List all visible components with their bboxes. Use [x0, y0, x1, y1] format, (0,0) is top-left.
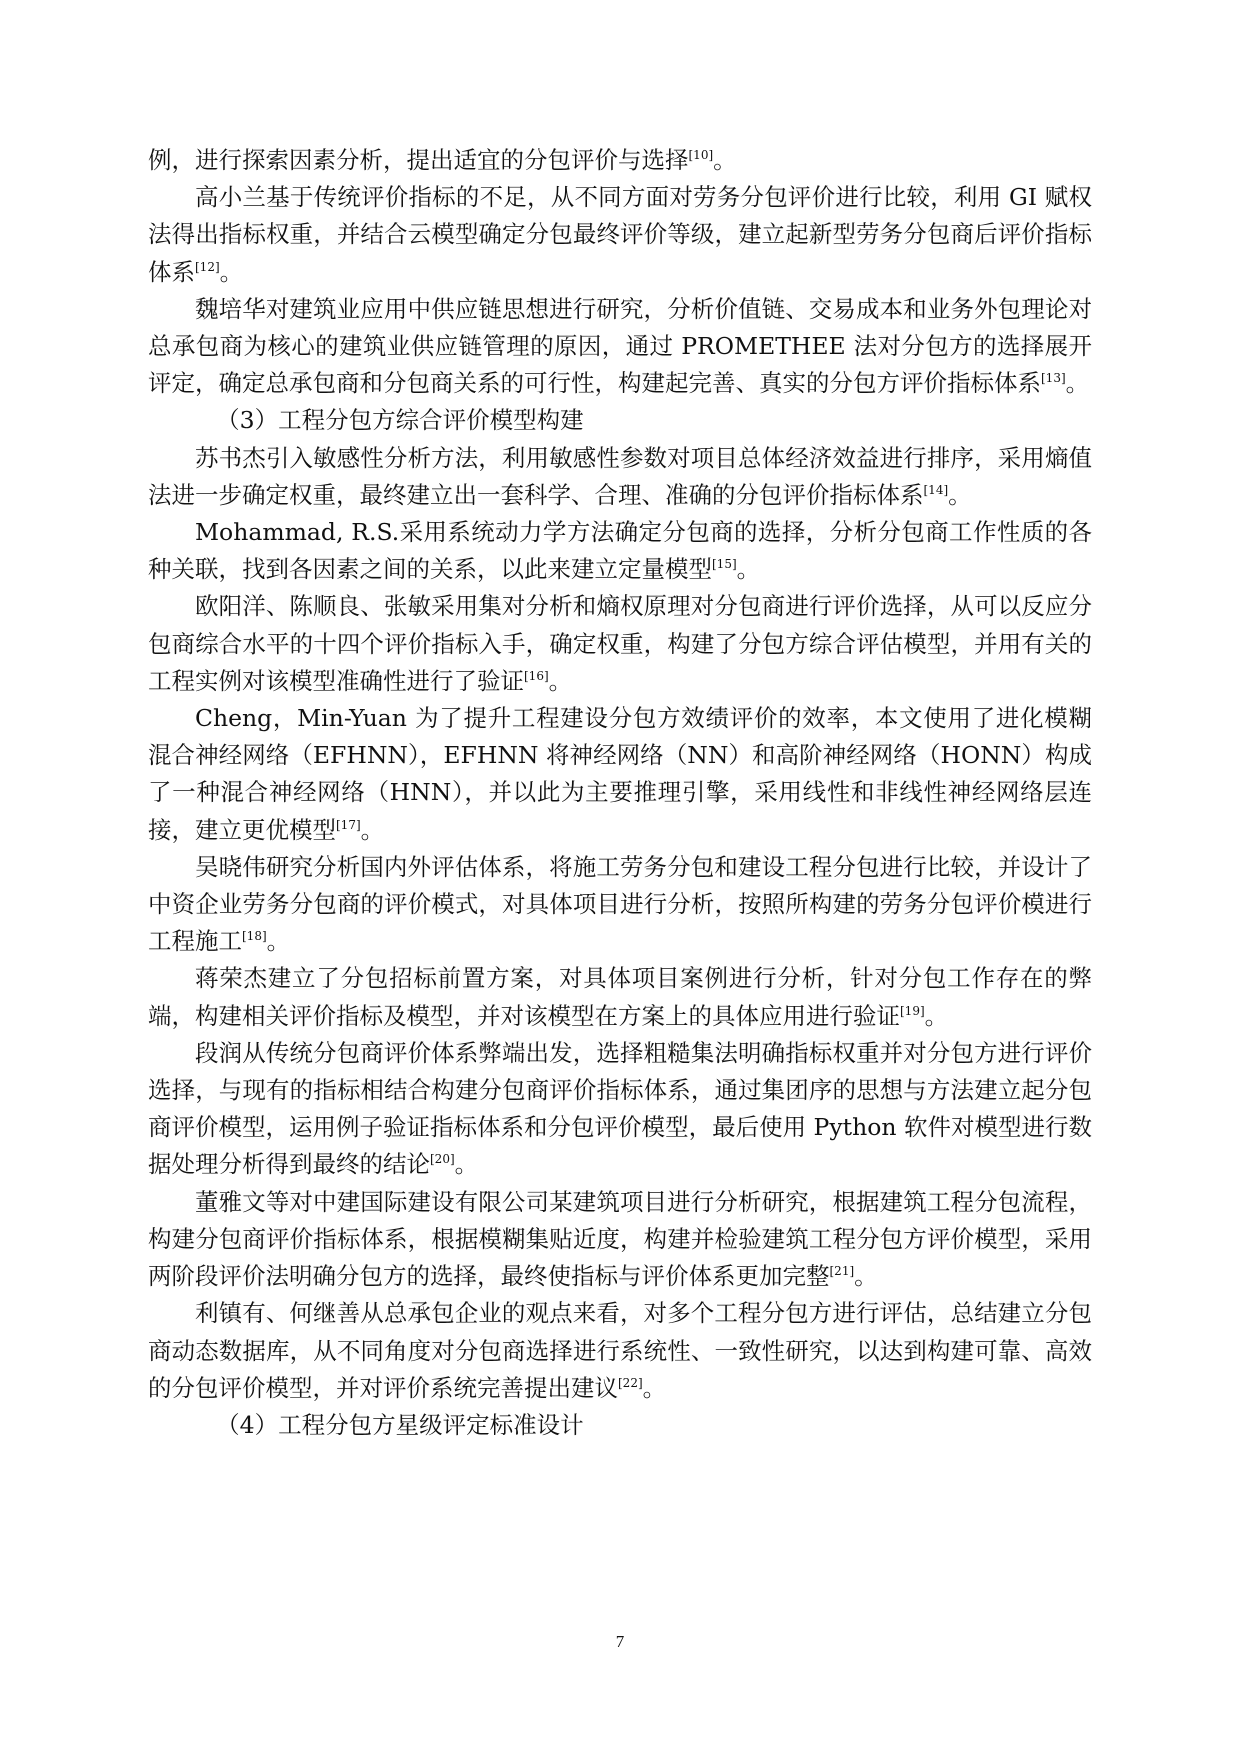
paragraph-tail: 。 [454, 1150, 479, 1179]
citation-ref: [13] [1041, 371, 1066, 386]
paragraph-tail: 。 [1065, 369, 1090, 398]
citation-ref: [22] [618, 1375, 643, 1390]
citation-ref: [15] [712, 557, 737, 572]
paragraph-wei-peihua [148, 291, 1092, 403]
citation-ref: [19] [900, 1003, 925, 1018]
paragraph-text: 利镇有、何继善从总承包企业的观点来看，对多个工程分包方进行评估，总结建立分包商动态数据库，从不同角度对分包商选择进行系统性、一致性研究，以达到构建可靠、高效的分包评价模型，并对评价系统完善提出建议 [148, 1299, 1092, 1402]
paragraph-text: 段润从传统分包商评价体系弊端出发，选择粗糙集法明确指标权重并对分包方进行评价选择，与现有的指标相结合构建分包商评价指标体系，通过集团序的思想与方法建立起分包商评价模型，运用例子验证指标体系和分包评价模型，最后使用 Python 软件对模型进行数据处理分析得到最终的结论 [148, 1038, 1092, 1179]
paragraph-jiang-rongjie [148, 960, 1092, 1034]
heading-text: （4）工程分包方星级评定标准设计 [216, 1410, 584, 1439]
paragraph-cheng-min-yuan [148, 700, 1092, 849]
paragraph-su-shujie [148, 440, 1092, 514]
paragraph-tail: 。 [713, 146, 737, 174]
paragraph-text: 高小兰基于传统评价指标的不足，从不同方面对劳务分包评价进行比较，利用 GI 赋权法得出指标权重，并结合云模型确定分包最终评价等级，建立起新型劳务分包商后评价指标体系 [148, 183, 1092, 286]
paragraph-gao-xiaolan [148, 179, 1092, 291]
paragraph-tail: 。 [948, 480, 972, 509]
heading-text: （3）工程分包方综合评价模型构建 [216, 406, 584, 435]
paragraph-text: 欧阳洋、陈顺良、张敏采用集对分析和熵权原理对分包商进行评价选择，从可以反应分包商综合水平的十四个评价指标入手，确定权重，构建了分包方综合评估模型，并用有关的工程实例对该模型准确性进行了验证 [148, 592, 1092, 695]
paragraph-continuation [148, 142, 1092, 179]
paragraph-text: 蒋荣杰建立了分包招标前置方案，对具体项目案例进行分析，针对分包工作存在的弊端，构建相关评价指标及模型，并对该模型在方案上的具体应用进行验证 [148, 964, 1092, 1030]
citation-ref: [12] [195, 259, 220, 274]
paragraph-text: Cheng，Min-Yuan 为了提升工程建设分包方效绩评价的效率，本文使用了进化模糊混合神经网络（EFHNN），EFHNN 将神经网络（NN）和高阶神经网络（HONN）构成了一种混合神经网络（HNN），并以此为主要推理引擎，采用线性和非线性神经网络层连接，建立更优模型 [148, 704, 1092, 844]
paragraph-tail: 。 [266, 927, 291, 956]
paragraph-tail: 。 [548, 666, 573, 695]
paragraph-ouyang-yang [148, 588, 1092, 700]
page-number: 7 [615, 1632, 625, 1651]
paragraph-text: 例，进行探索因素分析，提出适宜的分包评价与选择 [148, 146, 689, 174]
paragraph-text: 苏书杰引入敏感性分析方法，利用敏感性参数对项目总体经济效益进行排序，采用熵值法进一步确定权重，最终建立出一套科学、合理、准确的分包评价指标体系 [148, 443, 1092, 509]
citation-ref: [14] [923, 483, 949, 497]
paragraph-tail: 。 [924, 1001, 949, 1030]
citation-ref: [18] [242, 929, 267, 944]
paragraph-tail: 。 [854, 1262, 878, 1291]
paragraph-dong-yawen [148, 1184, 1092, 1296]
paragraph-mohammad [148, 514, 1092, 588]
section-heading-4 [148, 1407, 1092, 1444]
paragraph-tail: 。 [360, 815, 385, 844]
citation-ref: [21] [829, 1264, 855, 1279]
paragraph-text: 吴晓伟研究分析国内外评估体系，将施工劳务分包和建设工程分包进行比较，并设计了中资企业劳务分包商的评价模式，对具体项目进行分析，按照所构建的劳务分包评价模进行工程施工 [148, 852, 1092, 956]
paragraph-text: 董雅文等对中建国际建设有限公司某建筑项目进行分析研究，根据建筑工程分包流程，构建分包商评价指标体系，根据模糊集贴近度，构建并检验建筑工程分包方评价模型，采用两阶段评价法明确分包方的选择，最终使指标与评价体系更加完整 [148, 1187, 1092, 1291]
paragraph-tail: 。 [219, 257, 244, 286]
citation-ref: [10] [688, 148, 714, 163]
paragraph-wu-xiaowei [148, 849, 1092, 961]
section-heading-3 [148, 402, 1092, 439]
paragraph-duan-run [148, 1035, 1092, 1184]
document-body [148, 142, 1092, 1444]
citation-ref: [20] [430, 1152, 455, 1167]
paragraph-tail: 。 [736, 555, 761, 584]
paragraph-text: 魏培华对建筑业应用中供应链思想进行研究，分析价值链、交易成本和业务外包理论对总承包商为核心的建筑业供应链管理的原因，通过 PROMETHEE 法对分包方的选择展开评定，确定总承包商和分包商关系的可行性，构建起完善、真实的分包方评价指标体系 [148, 294, 1092, 398]
paragraph-text: Mohammad, R.S.采用系统动力学方法确定分包商的选择，分析分包商工作性质的各种关联，找到各因素之间的关系，以此来建立定量模型 [148, 518, 1092, 584]
citation-ref: [16] [524, 669, 549, 684]
paragraph-tail: 。 [642, 1373, 667, 1402]
paragraph-li-zhenyou [148, 1295, 1092, 1407]
citation-ref: [17] [336, 817, 361, 832]
